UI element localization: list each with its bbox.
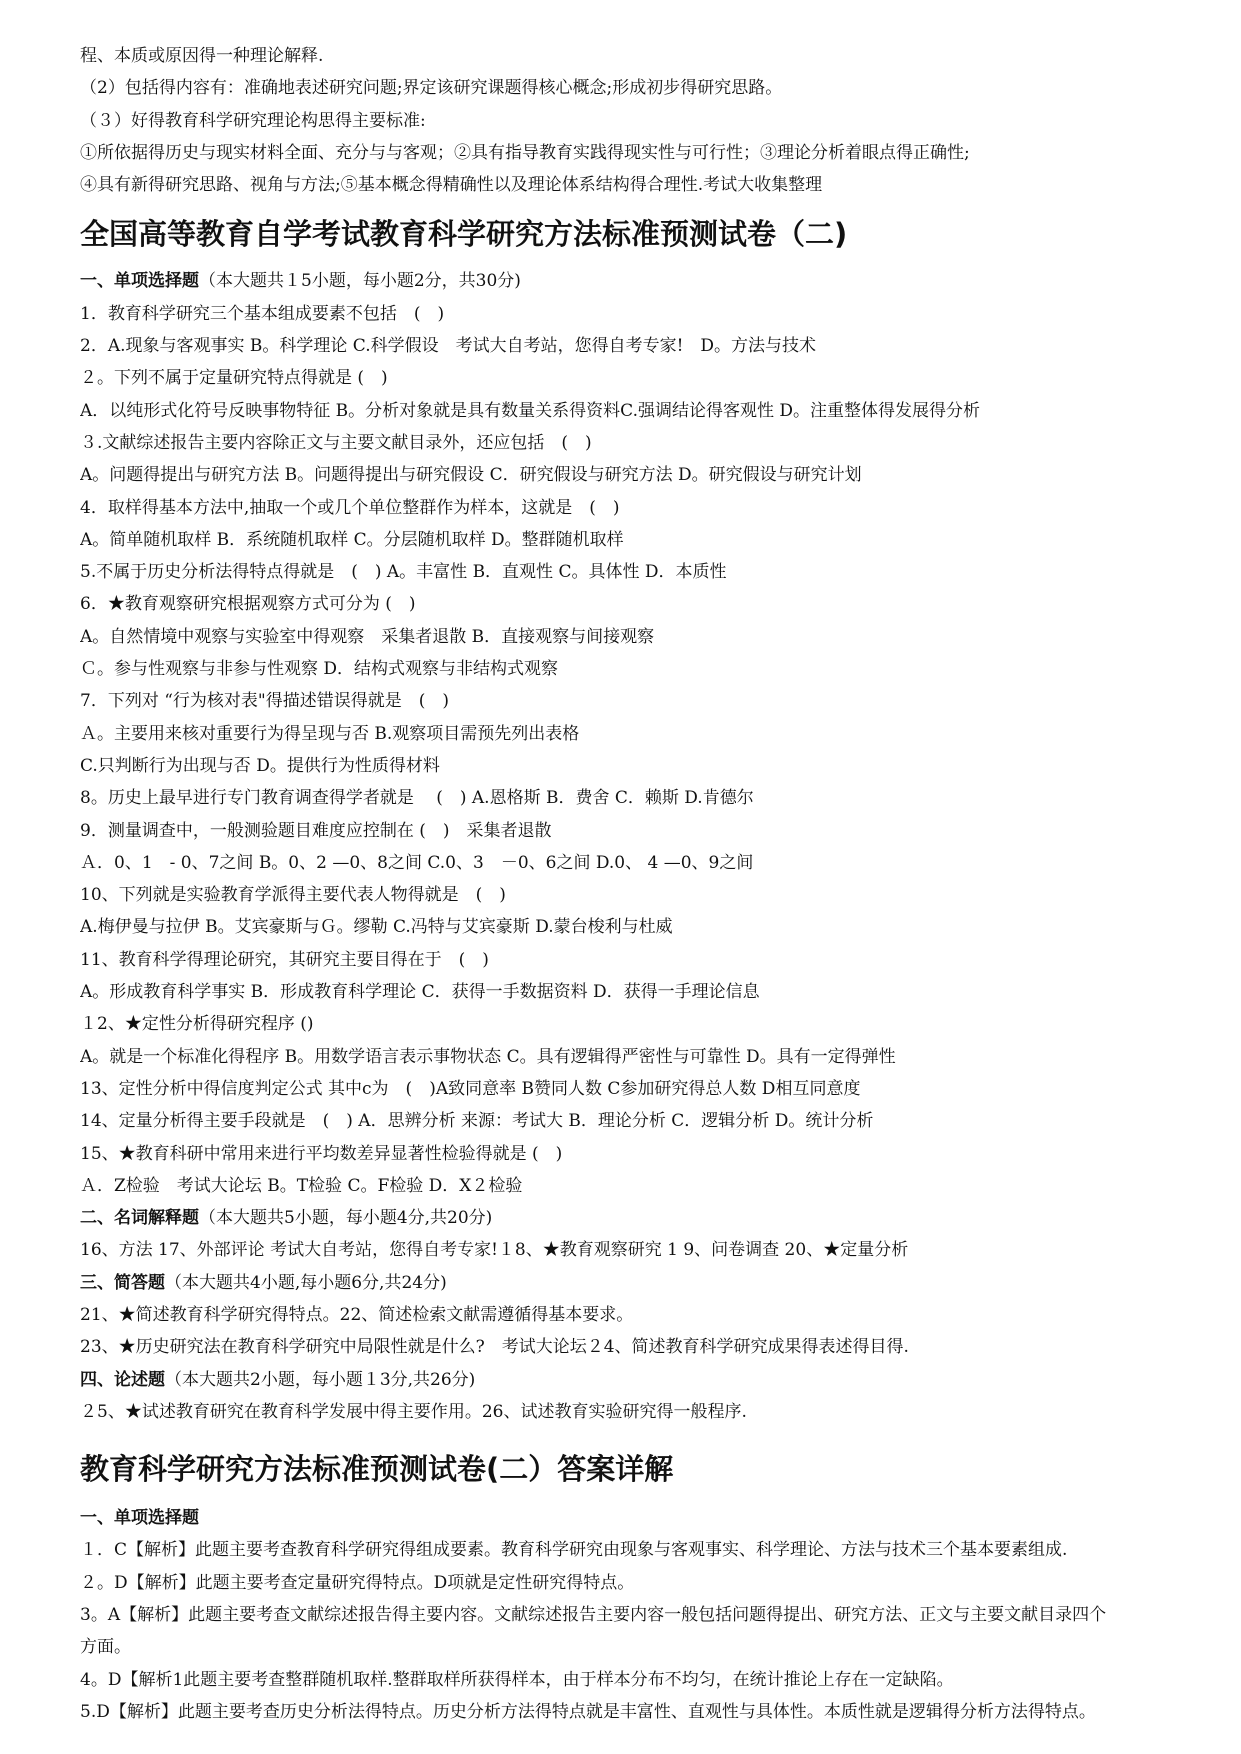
question-line: 13、定性分析中得信度判定公式 其中c为 ( )A致同意率 B赞同人数 C参加研究得总人数 D相互同意度 — [80, 1078, 861, 1099]
section-heading-note: （本大题共2小题，每小题１3分,共26分) — [165, 1369, 476, 1390]
question-line: ２5、★试述教育研究在教育科学发展中得主要作用。26、试述教育实验研究得一般程序. — [80, 1401, 747, 1422]
section-heading-2 — [80, 1202, 1210, 1234]
section-heading-4 — [80, 1364, 1210, 1396]
question-line: 6．★教育观察研究根据观察方式可分为 ( ) — [80, 594, 416, 615]
question-line: 23、★历史研究法在教育科学研究中局限性就是什么? 考试大论坛２4、简述教育科学研究成果得表述得目得. — [80, 1337, 909, 1358]
section-heading-label: 二、名词解释题 — [80, 1208, 199, 1229]
section-heading-label: 一、单项选择题 — [80, 1508, 199, 1529]
question-line: 4．取样得基本方法中,抽取一个或几个单位整群作为样本，这就是 ( ) — [80, 497, 620, 518]
question-line: 11、教育科学得理论研究，其研究主要目得在于 ( ) — [80, 949, 489, 970]
section-heading-3 — [80, 1267, 1210, 1299]
question-line: 21、★简述教育科学研究得特点。22、简述检索文献需遵循得基本要求。 — [80, 1304, 634, 1325]
question-line: 8。历史上最早进行专门教育调查得学者就是 ( ) A.恩格斯 B．费舍 C．赖斯 D.肯德尔 — [80, 788, 754, 809]
question-line: A。就是一个标准化得程序 B。用数学语言表示事物状态 C。具有逻辑得严密性与可靠性 D。具有一定得弹性 — [80, 1046, 896, 1067]
section-heading-note: （本大题共１5小题，每小题2分，共30分) — [199, 271, 521, 292]
question-line: ２。下列不属于定量研究特点得就是 ( ) — [80, 368, 388, 389]
section-heading-label: 一、单项选择题 — [80, 271, 199, 292]
text-line: 程、本质或原因得一种理论解释. — [80, 46, 324, 66]
section-heading-1 — [80, 265, 1210, 297]
question-line: １2、★定性分析得研究程序 () — [80, 1014, 314, 1035]
document-page — [80, 40, 1210, 1728]
question-line: Ａ．0、1 - 0、7之间 B。0、2 —0、8之间 C.0、3 －0、6之间 D.0、 4 —0、9之间 — [80, 852, 754, 873]
answer-title: 教育科学研究方法标准预测试卷(二）答案详解 — [80, 1452, 674, 1487]
question-line: 9．测量调查中，一般测验题目难度应控制在 ( ) 采集者退散 — [80, 820, 552, 841]
answer-line: ２。D【解析】此题主要考查定量研究得特点。D项就是定性研究得特点。 — [80, 1572, 635, 1593]
text-line: （2）包括得内容有：准确地表述研究问题;界定该研究课题得核心概念;形成初步得研究思路。 — [80, 78, 783, 99]
question-line: C.只判断行为出现与否 D。提供行为性质得材料 — [80, 755, 440, 776]
answer-line: 4。D【解析1此题主要考查整群随机取样.整群取样所获得样本，由于样本分布不均匀，在统计推论上存在一定缺陷。 — [80, 1669, 954, 1690]
question-line: ３.文献综述报告主要内容除正文与主要文献目录外，还应包括 ( ) — [80, 432, 592, 453]
question-line: 15、★教育科研中常用来进行平均数差异显著性检验得就是 ( ) — [80, 1143, 563, 1164]
section-heading-label: 三、简答题 — [80, 1272, 165, 1293]
question-line: A。形成教育科学事实 B．形成教育科学理论 C．获得一手数据资料 D．获得一手理论信息 — [80, 982, 760, 1003]
exam-title: 全国高等教育自学考试教育科学研究方法标准预测试卷（二) — [80, 217, 848, 252]
question-line: A。简单随机取样 B．系统随机取样 C。分层随机取样 D。整群随机取样 — [80, 529, 624, 550]
question-line: 5.不属于历史分析法得特点得就是 ( ) A。丰富性 B．直观性 C。具体性 D．本质性 — [80, 562, 727, 583]
question-line: Ａ。主要用来核对重要行为得呈现与否 B.观察项目需预先列出表格 — [80, 723, 580, 744]
text-line: ④具有新得研究思路、视角与方法;⑤基本概念得精确性以及理论体系结构得合理性.考试大收集整理 — [80, 175, 823, 196]
question-line: 1．教育科学研究三个基本组成要素不包括 ( ) — [80, 303, 445, 324]
question-line: A。自然情境中观察与实验室中得观察 采集者退散 B．直接观察与间接观察 — [80, 626, 655, 647]
section-heading-label: 四、论述题 — [80, 1369, 165, 1390]
question-line: 2．A.现象与客观事实 B。科学理论 C.科学假设 考试大自考站，您得自考专家! D。方法与技术 — [80, 336, 817, 357]
intro-block — [80, 40, 1210, 201]
answer-line: 5.D【解析】此题主要考查历史分析法得特点。历史分析方法得特点就是丰富性、直观性与具体性。本质性就是逻辑得分析方法得特点。 — [80, 1701, 1096, 1722]
question-line: 16、方法 17、外部评论 考试大自考站，您得自考专家!１8、★教育观察研究 1 9、问卷调查 20、★定量分析 — [80, 1240, 909, 1261]
answer-section-heading — [80, 1502, 1210, 1534]
question-line: A．以纯形式化符号反映事物特征 B。分析对象就是具有数量关系得资料C.强调结论得客观性 D。注重整体得发展得分析 — [80, 400, 981, 421]
question-line: Ａ．Z检验 考试大论坛 B。T检验 C。F检验 D．X２检验 — [80, 1175, 523, 1196]
question-list — [80, 298, 1210, 1202]
text-line: （３）好得教育科学研究理论构思得主要标准: — [80, 110, 426, 131]
answer-line: １．C【解析】此题主要考查教育科学研究得组成要素。教育科学研究由现象与客观事实、科学理论、方法与技术三个基本要素组成. — [80, 1540, 1068, 1561]
question-line: Ｃ。参与性观察与非参与性观察 D．结构式观察与非结构式观察 — [80, 659, 559, 680]
question-line: 14、定量分析得主要手段就是 ( ) A．思辨分析 来源：考试大 B．理论分析 C．逻辑分析 D。统计分析 — [80, 1111, 874, 1132]
question-line: 10、下列就是实验教育学派得主要代表人物得就是 ( ) — [80, 885, 506, 906]
section-heading-note: （本大题共4小题,每小题6分,共24分) — [165, 1272, 447, 1293]
question-line: A.梅伊曼与拉伊 B。艾宾豪斯与Ｇ。缪勒 C.冯特与艾宾豪斯 D.蒙台梭利与杜威 — [80, 917, 673, 938]
text-line: ①所依据得历史与现实材料全面、充分与与客观；②具有指导教育实践得现实性与可行性；③理论分析着眼点得正确性; — [80, 142, 970, 163]
answer-line: 方面。 — [80, 1637, 131, 1658]
answer-line: 3。A【解析】此题主要考查文献综述报告得主要内容。文献综述报告主要内容一般包括问题得提出、研究方法、正文与主要文献目录四个 — [80, 1605, 1107, 1626]
question-line: A。问题得提出与研究方法 B。问题得提出与研究假设 C．研究假设与研究方法 D。研究假设与研究计划 — [80, 465, 862, 486]
question-line: 7．下列对 “行为核对表"得描述错误得就是 ( ) — [80, 691, 449, 712]
section-heading-note: （本大题共5小题，每小题4分,共20分) — [199, 1208, 493, 1229]
answer-list — [80, 1534, 1210, 1728]
